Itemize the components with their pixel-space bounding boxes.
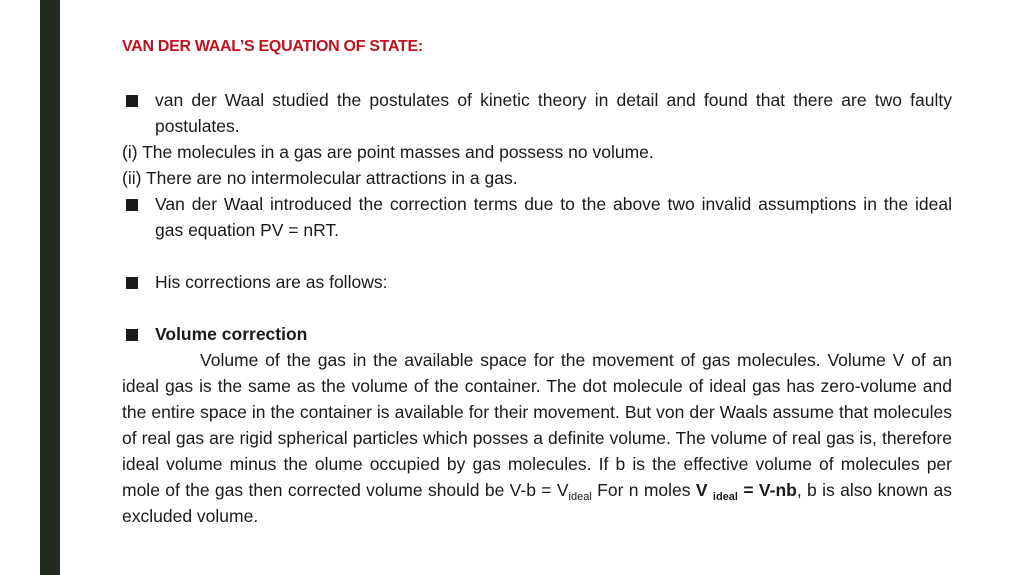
bullet-item-volume-correction bbox=[122, 321, 952, 347]
bullet-text: Van der Waal introduced the correction terms due to the above two invalid assumptions in the ideal gas equation PV = nRT. bbox=[155, 194, 952, 240]
bullet-text: van der Waal studied the postulates of kinetic theory in detail and found that there are two faulty postulates. bbox=[155, 90, 952, 136]
section-heading: Volume correction bbox=[155, 324, 308, 344]
bullet-item-postulates bbox=[122, 87, 952, 139]
bullet-text: His corrections are as follows: bbox=[155, 272, 388, 292]
bullet-item-corrections-intro bbox=[122, 191, 952, 243]
square-bullet-icon bbox=[126, 95, 138, 107]
square-bullet-icon bbox=[126, 329, 138, 341]
point-i: (i) The molecules in a gas are point masses and possess no volume. bbox=[122, 142, 654, 162]
slide-title: VAN DER WAAL’S EQUATION OF STATE: bbox=[122, 38, 423, 55]
subscript-ideal-bold: ideal bbox=[712, 491, 738, 503]
square-bullet-icon bbox=[126, 199, 138, 211]
bullet-item-follows bbox=[122, 269, 952, 295]
paragraph-text: Volume of the gas in the available space for the movement of gas molecules. Volume V of an ideal gas is the same as the volume of the container. The dot molecule of ideal gas has zero-volume and the entire space in the container is available for their movement. But von der Waals assume that molecules of real gas are rigid spherical particles which posses a definite volume. The volume of real gas is, therefore ideal volume minus the olume occupied by gas molecules. If b is the effective volume of molecules per mole of the gas then corrected volume should be V-b = V bbox=[122, 350, 952, 500]
paragraph-text-end: , b is also known as excluded volume. bbox=[122, 480, 952, 526]
slide-content bbox=[122, 36, 952, 529]
left-accent-bar bbox=[40, 0, 60, 575]
volume-correction-paragraph bbox=[122, 347, 952, 529]
equation-v: V bbox=[695, 480, 713, 500]
point-ii: (ii) There are no intermolecular attractions in a gas. bbox=[122, 168, 518, 188]
square-bullet-icon bbox=[126, 277, 138, 289]
equation-vnb: = V-nb bbox=[737, 480, 797, 500]
paragraph-text-mid: For n moles bbox=[591, 480, 696, 500]
subscript-ideal: ideal bbox=[568, 491, 592, 503]
